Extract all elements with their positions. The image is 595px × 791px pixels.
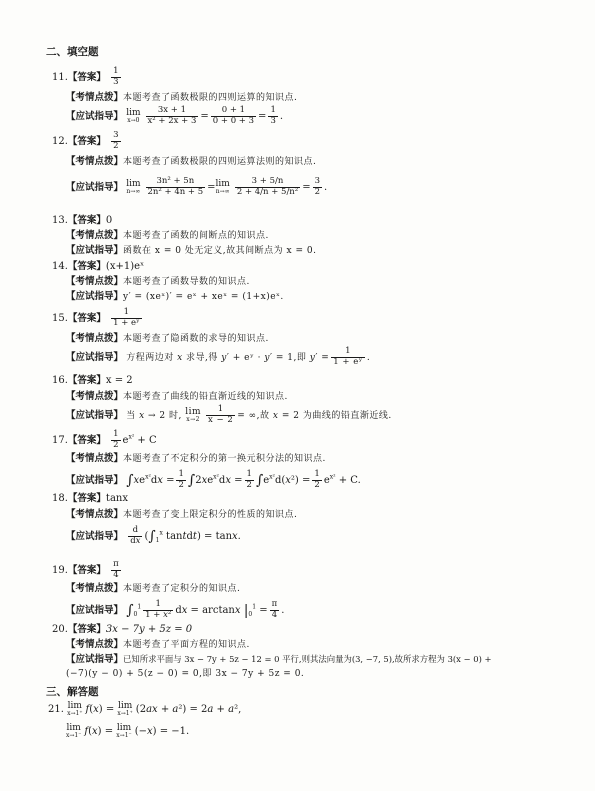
q15-answer-line [52, 308, 144, 329]
q18-zd-line [66, 526, 241, 547]
zd-label: 【应试指导】 [66, 351, 124, 363]
kq-label: 【考情点拨】 [66, 333, 124, 344]
q12-kq-line [66, 157, 316, 167]
q20-kq-text: 本题考查了平面方程的知识点. [123, 640, 250, 650]
q11-zd-line [66, 106, 283, 127]
q17-number: 17. [52, 434, 68, 446]
q14-answer: (x+1)eˣ [105, 261, 145, 272]
q13-kq-line [66, 231, 269, 241]
answer-label: 【答案】 [67, 261, 106, 272]
kq-label: 【考情点拨】 [66, 391, 124, 402]
q18-zd-math: $\frac{d}{dx}$ ($\int_1^x$ tantdt) = tanx. [130, 525, 241, 546]
zd-label: 【应试指导】 [66, 530, 124, 542]
q11-answer: $\frac{1}{3}$ [113, 66, 119, 87]
q15-zd-line [66, 347, 370, 368]
kq-label: 【考情点拨】 [66, 639, 124, 650]
q12-number: 12. [52, 135, 68, 147]
q17-zd-line [66, 470, 361, 491]
zd-label: 【应试指导】 [66, 474, 124, 486]
q13-number: 13. [52, 215, 68, 226]
answer-label: 【答案】 [67, 564, 106, 576]
q11-number: 11. [52, 71, 68, 83]
zd-label: 【应试指导】 [66, 409, 124, 421]
q20-answer-line [52, 625, 192, 635]
q13-zd-text: 函数在 x = 0 处无定义,故其间断点为 x = 0. [123, 246, 317, 256]
q12-zd-math: lim n→∞ $\frac{\text{3n² + 5n}}{\text{2n² + 4n + 5}}$ = lim n→∞ $\frac{3 + 5/n}{\text{2 + 4/n + 5/n²}}$ = $\frac{3}{2}$ . [126, 176, 328, 197]
q21-math1: lim x→1⁺ f(x) = lim x→1⁺ (2ax + a²) = 2a + a², [67, 701, 242, 717]
answer-label: 【答案】 [67, 375, 106, 386]
q15-kq-text: 本题考查了隐函数的求导的知识点. [123, 334, 269, 344]
zd-label: 【应试指导】 [66, 181, 124, 193]
q21-line2 [66, 724, 189, 739]
answer-label: 【答案】 [67, 215, 106, 226]
q18-answer-line [52, 494, 128, 504]
zd-label: 【应试指导】 [66, 604, 124, 616]
zd-label: 【应试指导】 [66, 110, 124, 122]
q16-number: 16. [52, 375, 68, 386]
q16-kq-line [66, 392, 288, 402]
q16-zd-math: 当 x → 2 时, lim x→2 $\frac{1}{x - 2}$ = ∞,故 x = 2 为曲线的铅直渐近线. [126, 404, 392, 425]
q11-zd-math: lim x→0 $\frac{3x + 1}{\text{x² + 2x + 3}}$ = $\frac{0 + 1}{0 + 0 + 3}$ = $\frac{1}{3}$ . [126, 105, 284, 126]
q14-zd-text: y′ = (xeˣ)′ = eˣ + xeˣ = (1+x)eˣ. [123, 292, 284, 302]
q13-zd-line [66, 246, 316, 256]
q12-answer: $\frac{3}{2}$ [113, 130, 119, 151]
q17-answer-line [52, 430, 157, 451]
q15-zd-math: 方程两边对 x 求导,得 y′ + eʸ · y′ = 1,即 y′ = $\frac{1}{\text{1 + eʸ}}$ . [126, 346, 371, 367]
q19-answer-line [52, 560, 123, 581]
q17-zd-math: $\int xe^{x^2}dx$ = $\frac{1}{2}$ $\int 2xe^{x^2}dx$ = $\frac{1}{2}$ $\int e^{x^2}d(x^2)$ = $\frac{1}{2}$ $e^{x^2} + C$. [126, 469, 361, 490]
answer-label: 【答案】 [67, 312, 106, 324]
q11-kq-line [66, 93, 297, 103]
q12-answer-line [52, 131, 123, 152]
kq-label: 【考情点拨】 [66, 276, 124, 287]
q13-answer-line [52, 216, 112, 226]
q14-number: 14. [52, 261, 68, 272]
q13-kq-text: 本题考查了函数的间断点的知识点. [123, 231, 269, 241]
q14-kq-text: 本题考查了函数导数的知识点. [123, 277, 250, 287]
q19-kq-line [66, 584, 240, 594]
section-solve-heading: 三、解答题 [46, 686, 99, 698]
zd-label: 【应试指导】 [66, 291, 124, 302]
q21-math2: lim x→1⁻ f(x) = lim x→1⁻ (−x) = −1. [66, 723, 190, 739]
q14-kq-line [66, 277, 250, 287]
kq-label: 【考情点拨】 [66, 156, 124, 167]
q18-answer: tanx [105, 493, 128, 504]
q16-kq-text: 本题考查了曲线的铅直渐近线的知识点. [123, 392, 288, 402]
q19-answer: $\frac{\pi}{4}$ [113, 559, 119, 580]
kq-label: 【考情点拨】 [66, 92, 124, 103]
q18-kq-line [66, 510, 297, 520]
q20-zd-line1 [66, 655, 492, 665]
kq-label: 【考情点拨】 [66, 583, 124, 594]
answer-label: 【答案】 [67, 135, 106, 147]
q15-kq-line [66, 334, 269, 344]
q20-number: 20. [52, 624, 68, 635]
answer-label: 【答案】 [67, 434, 106, 446]
q20-zd-line2 [66, 669, 304, 679]
q17-answer: $\frac{1}{2}$ $e^{x^2} + C$ [113, 429, 157, 450]
q11-kq-text: 本题考查了函数极限的四则运算的知识点. [123, 93, 298, 103]
q19-number: 19. [52, 564, 68, 576]
kq-label: 【考情点拨】 [66, 453, 124, 464]
q21-number: 21. [48, 704, 64, 715]
q15-answer: $\frac{1}{\text{1 + eʸ}}$ [113, 307, 140, 328]
section-fill-blank-heading: 二、填空题 [46, 46, 99, 58]
q14-zd-line [66, 292, 284, 302]
q19-kq-text: 本题考查了定积分的知识点. [123, 584, 241, 594]
q21-line1 [48, 702, 241, 717]
q19-zd-line [66, 600, 284, 621]
q20-zd-text2: (−7)(y − 0) + 5(z − 0) = 0,即 3x − 7y + 5z = 0. [66, 669, 305, 679]
q14-answer-line [52, 262, 144, 272]
q20-kq-line [66, 640, 250, 650]
zd-label: 【应试指导】 [66, 245, 124, 256]
q11-answer-line [52, 67, 123, 88]
q13-answer: 0 [105, 215, 113, 226]
q17-kq-line [66, 454, 326, 464]
q12-kq-text: 本题考查了函数极限的四则运算法则的知识点. [123, 157, 317, 167]
q16-answer: x = 2 [105, 375, 133, 386]
q20-answer: 3x − 7y + 5z = 0 [105, 624, 193, 635]
q12-zd-line [66, 177, 327, 198]
q18-kq-text: 本题考查了变上限定积分的性质的知识点. [123, 510, 298, 520]
answer-label: 【答案】 [67, 624, 106, 635]
answer-label: 【答案】 [67, 493, 106, 504]
kq-label: 【考情点拨】 [66, 230, 124, 241]
q20-zd-text1: 已知所求平面与 3x − 7y + 5z − 12 = 0 平行,则其法向量为(3, −7, 5),故所求方程为 3(x − 0) + [123, 654, 492, 664]
answer-label: 【答案】 [67, 71, 106, 83]
q19-zd-math: $\int_0^1$ $\frac{1}{\text{1 + x²}}$ dx = arctanx $|_0^1$ = $\frac{\pi}{4}$ . [126, 599, 285, 620]
zd-label: 【应试指导】 [66, 654, 124, 665]
q16-zd-line [66, 405, 392, 426]
q17-kq-text: 本题考查了不定积分的第一换元积分法的知识点. [123, 454, 326, 464]
q18-number: 18. [52, 493, 68, 504]
q15-number: 15. [52, 312, 68, 324]
q16-answer-line [52, 376, 133, 386]
kq-label: 【考情点拨】 [66, 509, 124, 520]
